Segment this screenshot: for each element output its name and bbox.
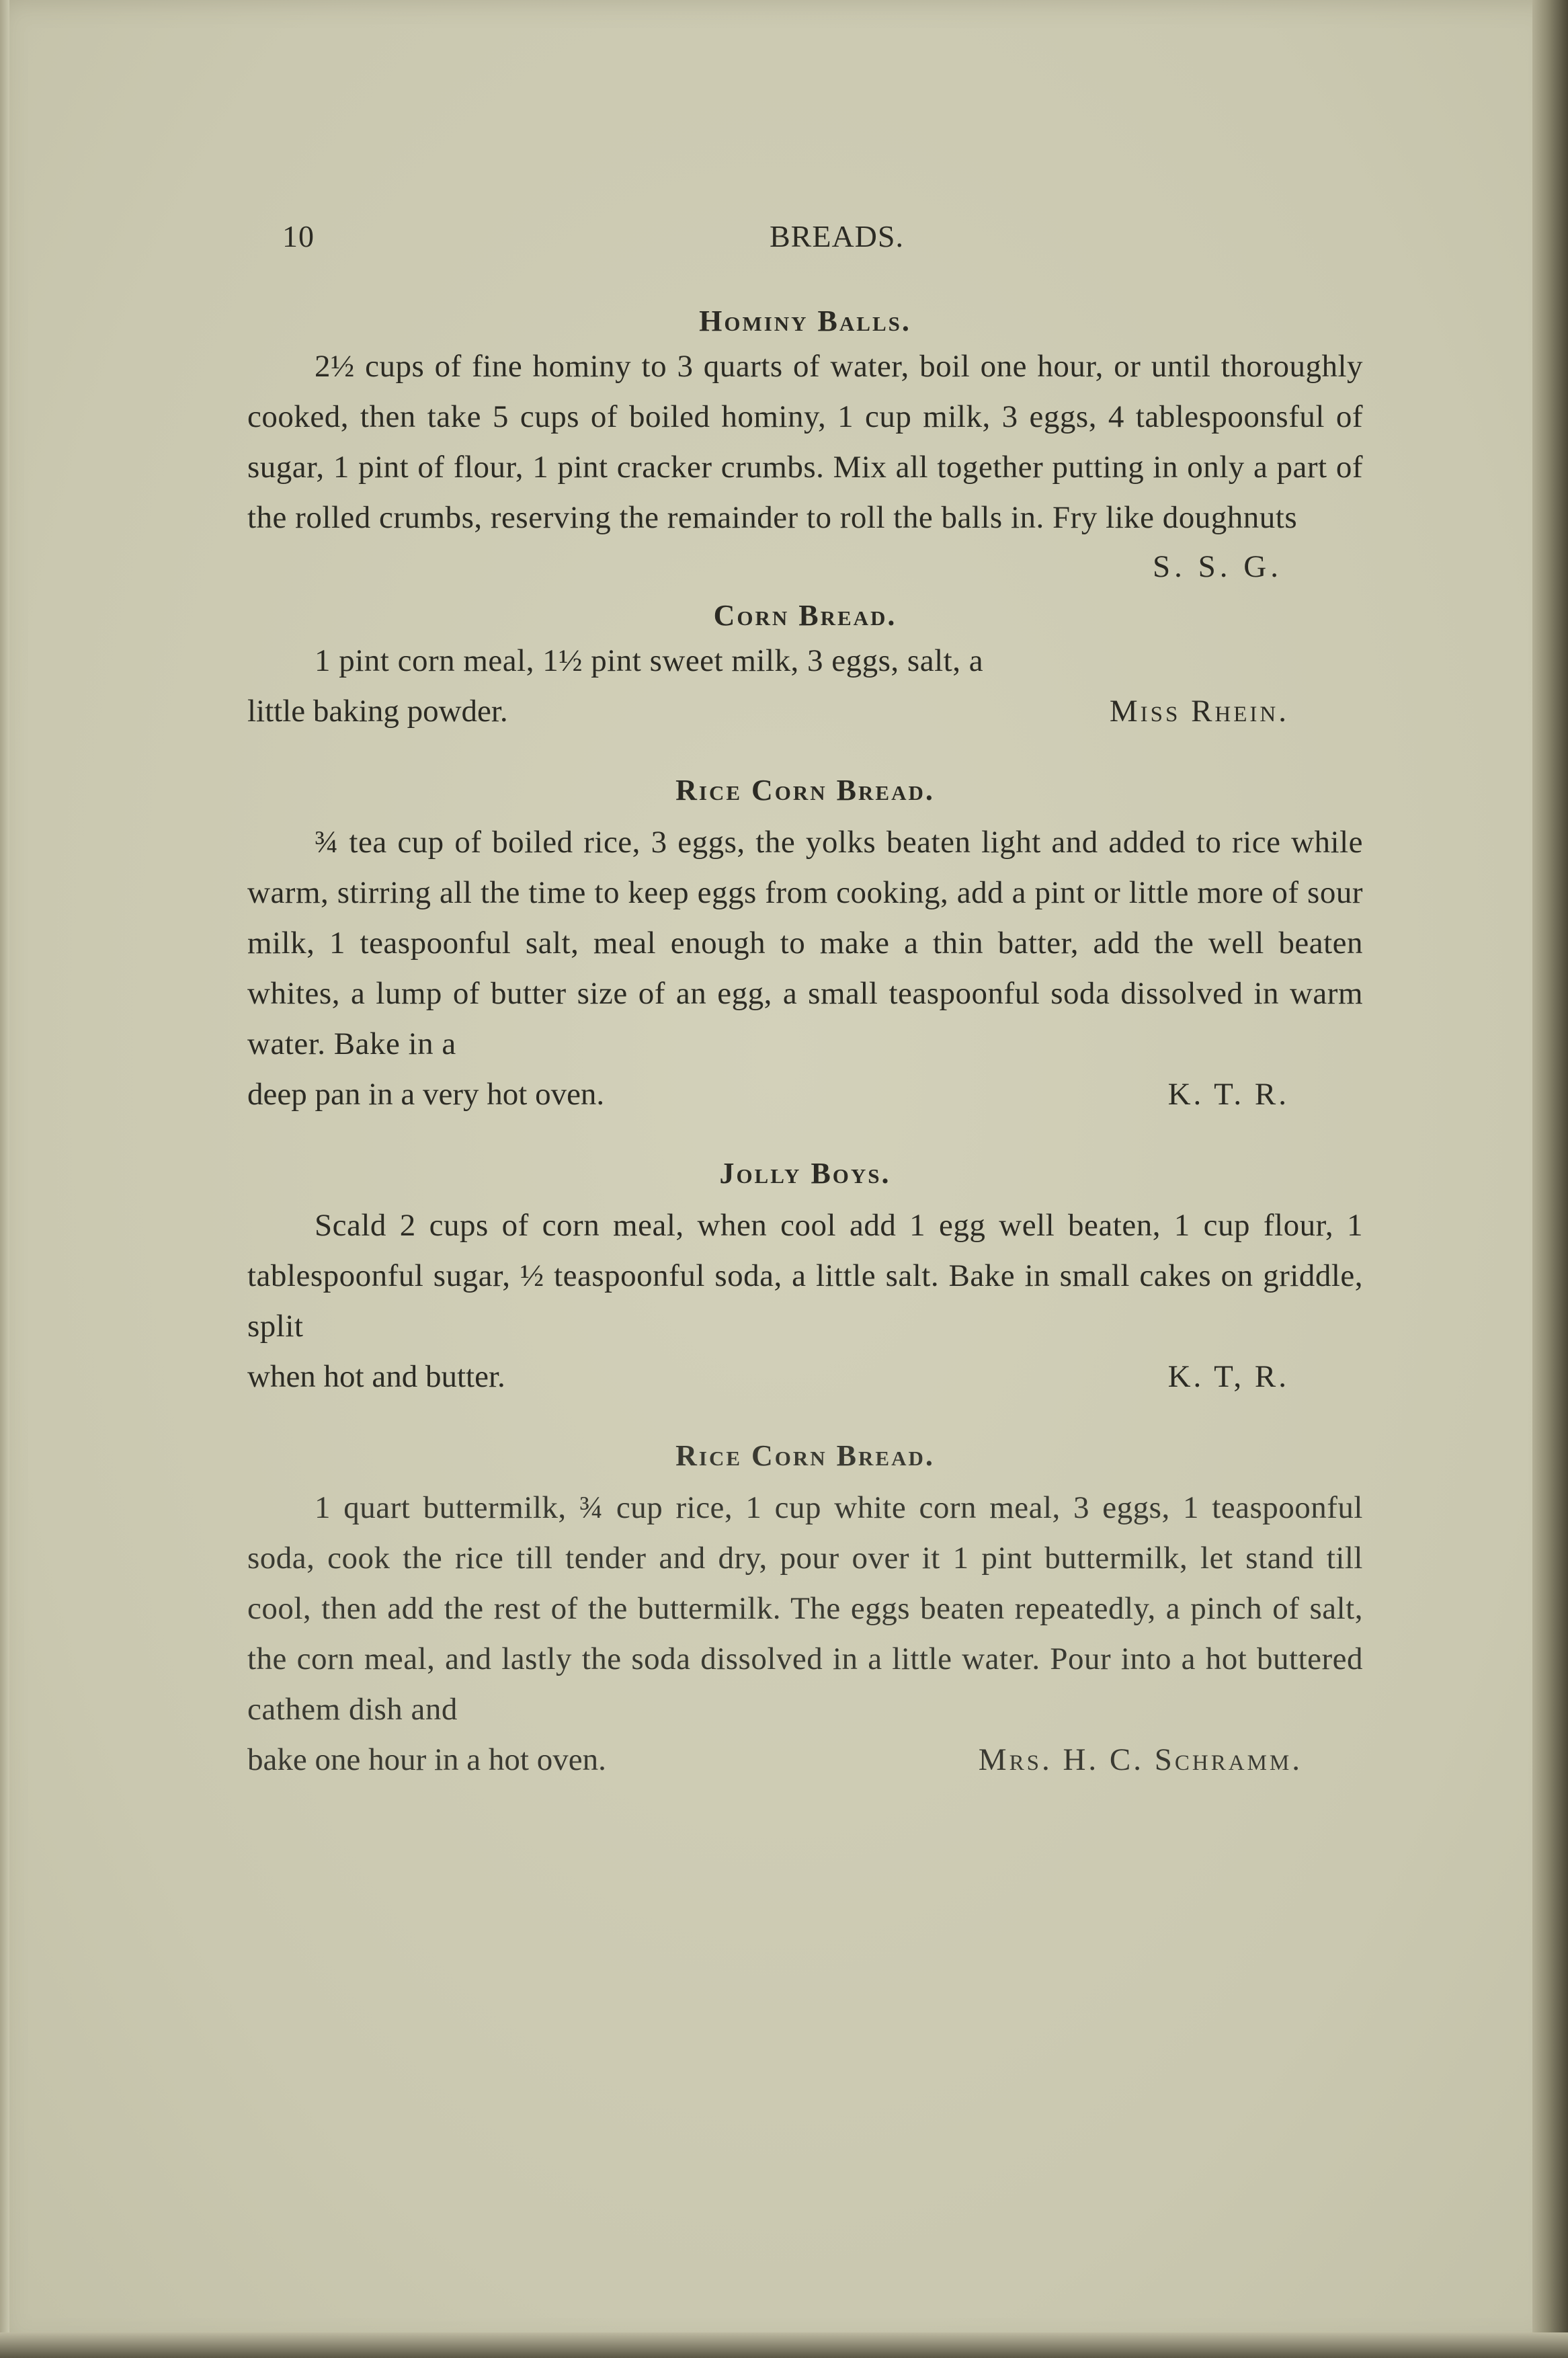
recipe-last-line <box>247 1735 1363 1785</box>
recipe-body: Scald 2 cups of corn meal, when cool add 1 egg well beaten, 1 cup flour, 1 tablespoonful sugar, ½ teaspoonful soda, a little salt. Bake in small cakes on griddle, split <box>247 1208 1363 1344</box>
recipe-body: 1 quart buttermilk, ¾ cup rice, 1 cup white corn meal, 3 eggs, 1 teaspoonful soda, cook the rice till tender and dry, pour over it 1 pint buttermilk, let stand till cool, then add the rest of the buttermilk. The eggs beaten repeatedly, a pinch of salt, the corn meal, and lastly the soda dissolved in a little water. Pour into a hot buttered cathem dish and <box>247 1490 1363 1727</box>
recipe-hominy-balls <box>247 296 1363 590</box>
recipe-title: Corn Bread. <box>713 599 897 632</box>
recipe-signature: K. T. R. <box>1167 1077 1289 1112</box>
recipe-body: 1 pint corn meal, 1½ pint sweet milk, 3 eggs, salt, a <box>315 643 984 678</box>
recipe-last-text: deep pan in a very hot oven. <box>247 1077 605 1112</box>
recipe-rice-corn-bread-1 <box>247 765 1363 1120</box>
recipe-title: Rice Corn Bread. <box>675 1439 935 1472</box>
recipe-body: ¾ tea cup of boiled rice, 3 eggs, the yolks beaten light and added to rice while warm, stirring all the time to keep eggs from cooking, add a pint or little more of sour milk, 1 teaspoonful salt, meal enough to make a thin batter, add the well beaten whites, a lump of butter size of an egg, a small teaspoonful soda dissolved in warm water. Bake in a <box>247 825 1363 1061</box>
recipe-last-text: little baking powder. <box>247 694 508 729</box>
section-title: BREADS. <box>770 219 904 253</box>
page-left-edge <box>0 0 9 2346</box>
running-header <box>282 218 1391 259</box>
recipe-signature: Mrs. H. C. Schramm. <box>978 1742 1303 1777</box>
recipe-signature: K. T, R. <box>1167 1359 1289 1394</box>
page-number: 10 <box>282 219 315 253</box>
recipe-last-line <box>247 686 1363 737</box>
recipe-corn-bread <box>247 590 1363 737</box>
page-right-edge <box>1532 0 1568 2358</box>
recipe-title: Hominy Balls. <box>699 304 911 337</box>
page-bottom-edge <box>0 2332 1568 2358</box>
recipe-signature: Miss Rhein. <box>1109 694 1289 729</box>
recipe-last-line <box>247 1352 1363 1402</box>
recipe-title: Rice Corn Bread. <box>675 774 935 807</box>
recipe-jolly-boys <box>247 1148 1363 1402</box>
recipe-title: Jolly Boys. <box>719 1157 891 1190</box>
recipe-signature: S. S. G. <box>1153 549 1282 584</box>
recipe-body: 2½ cups of fine hominy to 3 quarts of water, boil one hour, or until thoroughly cooked, then take 5 cups of boiled hominy, 1 cup milk, 3 eggs, 4 tablespoonsful of sugar, 1 pint of flour, 1 pint cracker crumbs. Mix all together putting in only a part of the rolled crumbs, reserving the remainder to roll the balls in. Fry like doughnuts <box>247 349 1363 535</box>
page-content <box>247 296 1363 1785</box>
recipe-last-text: bake one hour in a hot oven. <box>247 1742 606 1777</box>
recipe-rice-corn-bread-2 <box>247 1430 1363 1785</box>
recipe-last-text: when hot and butter. <box>247 1359 505 1394</box>
recipe-last-line <box>247 1069 1363 1120</box>
